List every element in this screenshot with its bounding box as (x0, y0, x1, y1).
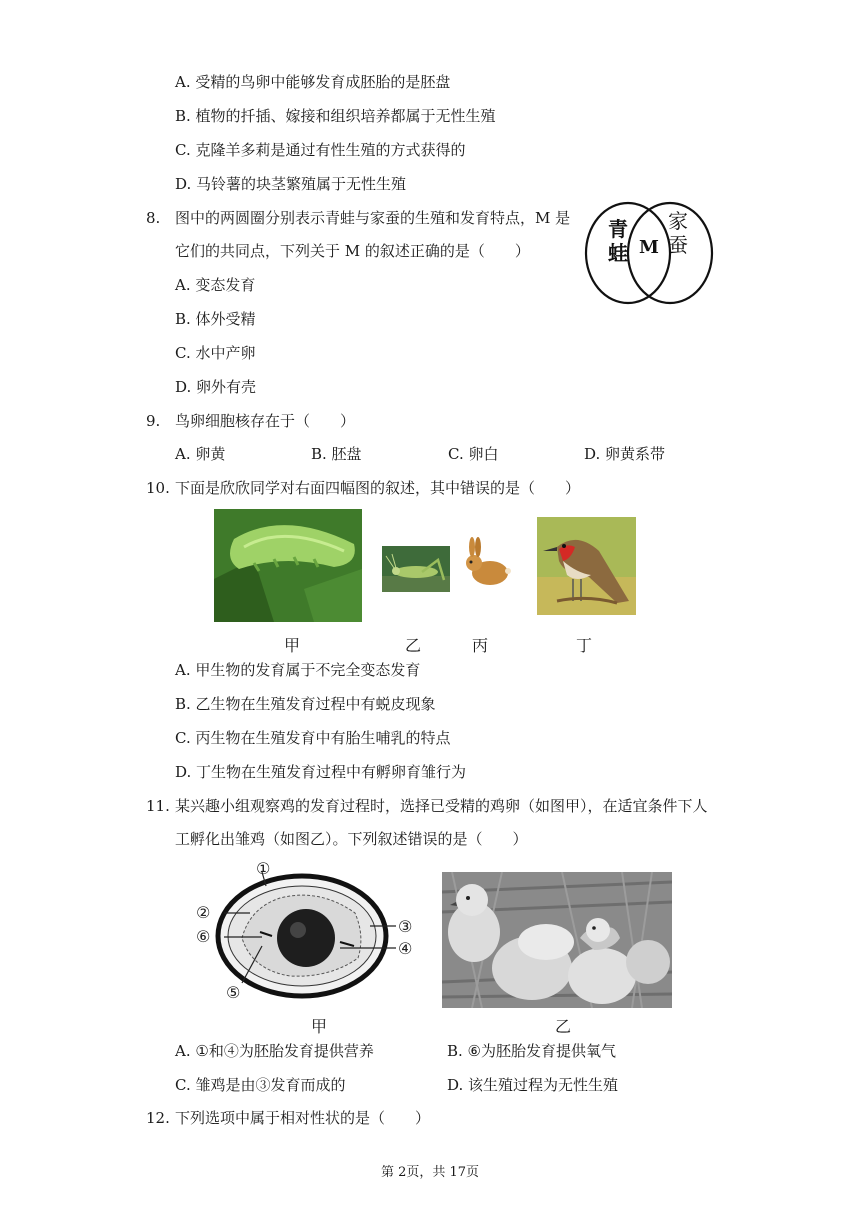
q8-option-b: B. 体外受精 (175, 310, 256, 328)
venn-diagram (582, 198, 716, 308)
egg-marker-3: ③ (398, 917, 413, 936)
q9-option-a: A. 卵黄 (175, 445, 226, 463)
q11-label-yi: 乙 (555, 1017, 572, 1036)
page-footer: 第 2页，共 17页 (380, 1165, 480, 1180)
egg-marker-4: ④ (398, 939, 413, 958)
q11-option-b: B. ⑥为胚胎发育提供氧气 (447, 1042, 617, 1060)
q12-stem: 下列选项中属于相对性状的是（ ） (175, 1109, 431, 1127)
q8-stem-line2: 它们的共同点，下列关于 M 的叙述正确的是（ ） (175, 242, 530, 260)
q11-stem-line1: 某兴趣小组观察鸡的发育过程时，选择已受精的鸡卵（如图甲），在适宜条件下人 (175, 797, 708, 815)
egg-marker-5: ⑤ (226, 983, 241, 1002)
q10-option-d: D. 丁生物在生殖发育过程中有孵卵育雏行为 (175, 763, 467, 781)
bird-image (537, 517, 636, 615)
q7-option-d: D. 马铃薯的块茎繁殖属于无性生殖 (175, 175, 407, 193)
q8-option-d: D. 卵外有壳 (175, 378, 257, 396)
q8-option-c: C. 水中产卵 (175, 344, 256, 362)
rabbit-image (460, 535, 514, 589)
q10-label-ding: 丁 (576, 636, 593, 655)
q10-stem: 下面是欣欣同学对右面四幅图的叙述，其中错误的是（ ） (175, 479, 581, 497)
egg-marker-1: ① (256, 859, 271, 878)
q11-stem-line2: 工孵化出雏鸡（如图乙）。下列叙述错误的是（ ） (175, 830, 528, 848)
yolk (277, 909, 335, 967)
q8-number: 8. (146, 209, 161, 227)
q11-number: 11. (146, 797, 170, 815)
q9-option-d: D. 卵黄系带 (584, 445, 666, 463)
chick-hatching-image (442, 872, 672, 1008)
q9-option-c: C. 卵白 (448, 445, 499, 463)
egg-marker-6: ⑥ (196, 927, 211, 946)
q7-option-c: C. 克隆羊多莉是通过有性生殖的方式获得的 (175, 141, 466, 159)
q11-option-c: C. 雏鸡是由③发育而成的 (175, 1076, 346, 1094)
venn-left-bottom: 蛙 (608, 241, 628, 265)
venn-left-top: 青 (608, 217, 628, 241)
q10-option-b: B. 乙生物在生殖发育过程中有蜕皮现象 (175, 695, 436, 713)
q8-stem-line1: 图中的两圆圈分别表示青蛙与家蚕的生殖和发育特点，M 是 (175, 209, 571, 227)
q11-label-jia: 甲 (311, 1017, 328, 1036)
q9-number: 9. (146, 412, 161, 430)
venn-center: M (639, 237, 659, 258)
venn-right-top: 家 (668, 209, 688, 233)
venn-right-bottom: 蚕 (668, 233, 688, 257)
q11-option-d: D. 该生殖过程为无性生殖 (447, 1076, 619, 1094)
q9-option-b: B. 胚盘 (311, 445, 362, 463)
q10-option-a: A. 甲生物的发育属于不完全变态发育 (175, 661, 421, 679)
q7-option-b: B. 植物的扦插、嫁接和组织培养都属于无性生殖 (175, 107, 496, 125)
q10-option-c: C. 丙生物在生殖发育中有胎生哺乳的特点 (175, 729, 451, 747)
q10-number: 10. (146, 479, 170, 497)
q10-label-bing: 丙 (472, 636, 489, 655)
grasshopper-image (382, 546, 450, 592)
q7-option-a: A. 受精的鸟卵中能够发育成胚胎的是胚盘 (175, 73, 451, 91)
q10-label-jia: 甲 (284, 636, 301, 655)
q8-option-a: A. 变态发育 (175, 276, 256, 294)
q10-label-yi: 乙 (405, 636, 422, 655)
q9-stem: 鸟卵细胞核存在于（ ） (175, 412, 356, 430)
egg-marker-2: ② (196, 903, 211, 922)
q12-number: 12. (146, 1109, 170, 1127)
caterpillar-image (214, 509, 362, 622)
q11-option-a: A. ①和④为胚胎发育提供营养 (175, 1042, 374, 1060)
egg-structure-diagram (190, 858, 430, 1008)
